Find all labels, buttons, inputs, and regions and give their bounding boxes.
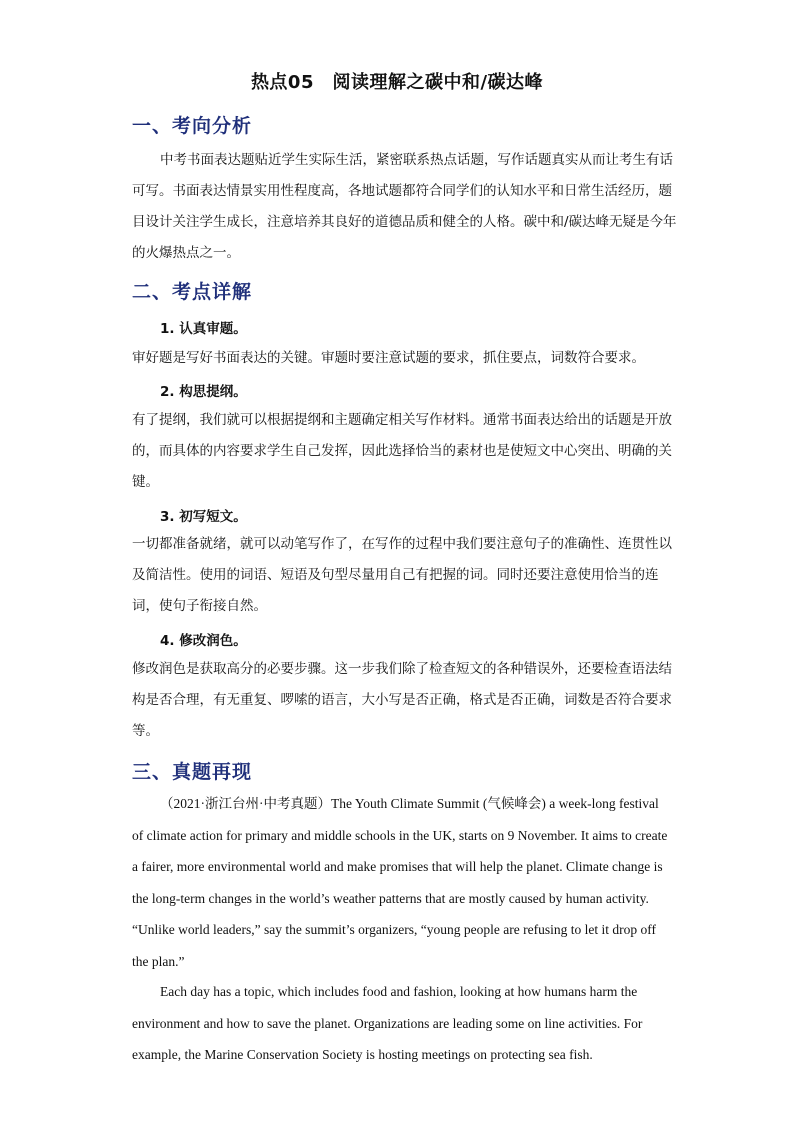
reading-paragraph-2: Each day has a topic, which includes food and fashion, looking at how humans harm the environment and how to save the planet. Organizations are leading some on line activities. For example, the Marine Conservation Society is hosting meetings on protecting sea fish. bbox=[132, 984, 643, 1062]
page-title: 热点05 阅读理解之碳中和/碳达峰 bbox=[250, 72, 544, 93]
analysis-paragraph: 中考书面表达题贴近学生实际生活，紧密联系热点话题，写作话题真实从而让考生有话可写。书面表达情景实用性程度高，各地试题都符合同学们的认知水平和日常生活经历，题目设计关注学生成长，注意培养其良好的道德品质和健全的人格。碳中和/碳达峰无疑是今年的火爆热点之一。 bbox=[132, 152, 677, 261]
step-2-heading: 2. 构思提纲。 bbox=[160, 384, 247, 400]
step-1-text: 审好题是写好书面表达的关键。审题时要注意试题的要求，抓住要点，词数符合要求。 bbox=[132, 350, 645, 366]
step-3-heading: 3. 初写短文。 bbox=[160, 509, 247, 525]
step-4-text: 修改润色是获取高分的必要步骤。这一步我们除了检查短文的各种错误外，还要检查语法结构是否合理，有无重复、啰嗦的语言，大小写是否正确，格式是否正确，词数是否符合要求等。 bbox=[132, 661, 672, 739]
step-2-text: 有了提纲，我们就可以根据提纲和主题确定相关写作材料。通常书面表达给出的话题是开放的，而具体的内容要求学生自己发挥，因此选择恰当的素材也是使短文中心突出、明确的关键。 bbox=[132, 412, 672, 490]
section-heading-real-questions: 三、真题再现 bbox=[132, 761, 253, 783]
section-heading-analysis: 一、考向分析 bbox=[132, 115, 253, 137]
section-heading-details: 二、考点详解 bbox=[132, 281, 253, 303]
reading-paragraph-1: （2021·浙江台州·中考真题）The Youth Climate Summit (气候峰会) a week-long festival of climate action for primary and middle schools in the UK, starts on 9 November. It aims to create a fairer, more environmental world and make promises that will help the planet. Climate change is the long-term changes in the world’s weather patterns that are mostly caused by human activity. “Unlike world leaders,” say the summit’s organizers, “young people are refusing to let it drop off the plan.” bbox=[132, 796, 668, 969]
step-4-heading: 4. 修改润色。 bbox=[160, 633, 247, 649]
step-1-heading: 1. 认真审题。 bbox=[160, 321, 247, 337]
step-3-text: 一切都准备就绪，就可以动笔写作了，在写作的过程中我们要注意句子的准确性、连贯性以及简洁性。使用的词语、短语及句型尽量用自己有把握的词。同时还要注意使用恰当的连词，使句子衔接自然。 bbox=[132, 536, 672, 614]
